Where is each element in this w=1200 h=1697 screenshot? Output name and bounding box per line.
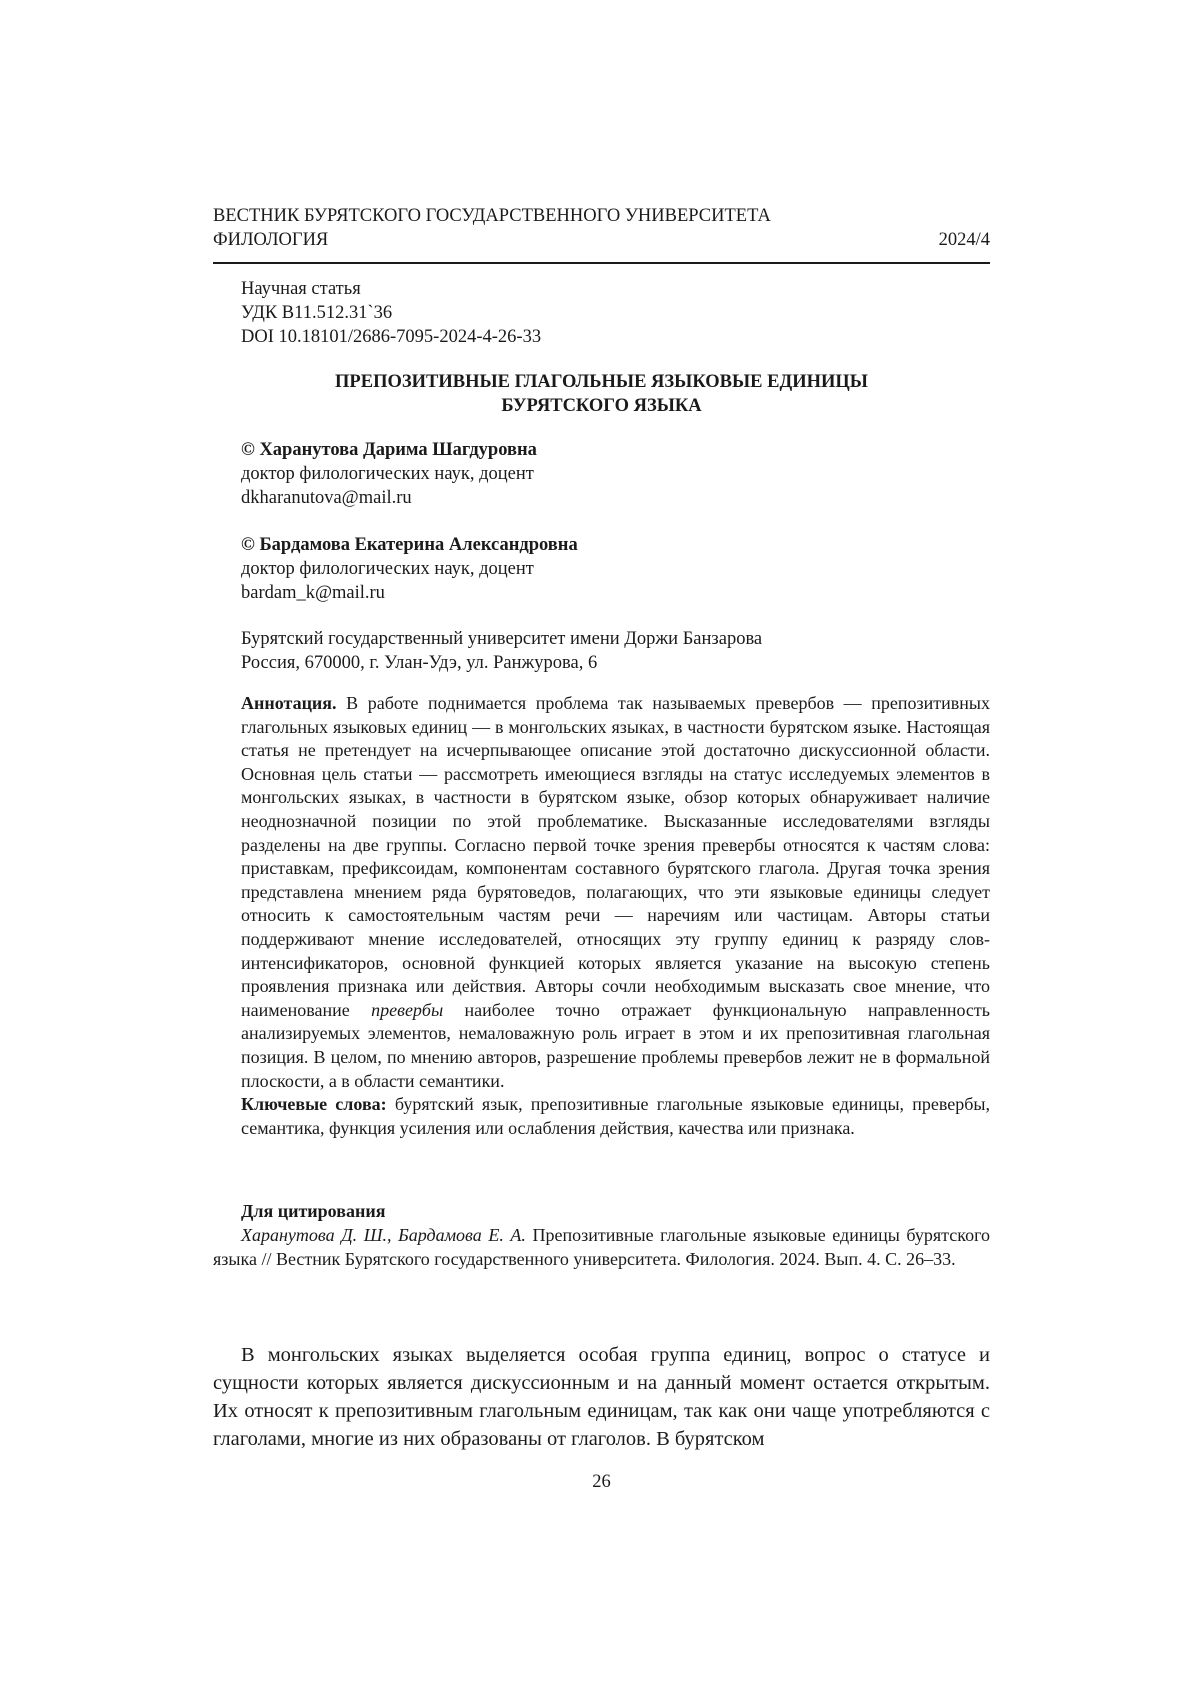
article-type: Научная статья xyxy=(241,279,361,299)
author-name: © Бардамова Екатерина Александровна xyxy=(241,535,578,555)
body-paragraph: В монгольских языках выделяется особая группа единиц, вопрос о статусе и сущности которых является дискуссионным и на данный момент остается открытым. Их относят к препозитивным глагольным единицам, так как они чаще употребляются с глаголами, многие из них образованы от глаголов. В бурятском xyxy=(213,1344,990,1450)
author-email[interactable]: dkharanutova@mail.ru xyxy=(241,488,412,508)
article-title xyxy=(213,370,990,418)
author-name: © Харанутова Дарима Шагдуровна xyxy=(241,440,537,460)
author-degree: доктор филологических наук, доцент xyxy=(241,464,534,484)
article-meta xyxy=(241,277,541,349)
citation-block xyxy=(213,1199,990,1271)
abstract-label: Аннотация. xyxy=(241,693,337,713)
abstract-paragraph xyxy=(241,692,990,1093)
journal-section: ФИЛОЛОГИЯ xyxy=(213,230,329,250)
citation-text xyxy=(213,1223,990,1271)
header-rule xyxy=(213,262,990,264)
citation-heading: Для цитирования xyxy=(241,1201,386,1221)
author-block xyxy=(241,438,537,510)
page-number: 26 xyxy=(592,1472,611,1492)
affiliation-name: Бурятский государственный университет имени Доржи Банзарова xyxy=(241,629,763,649)
doi: DOI 10.18101/2686-7095-2024-4-26-33 xyxy=(241,327,542,347)
journal-title: ВЕСТНИК БУРЯТСКОГО ГОСУДАРСТВЕННОГО УНИВЕРСИТЕТА xyxy=(213,206,771,226)
keywords-paragraph xyxy=(241,1093,990,1140)
udc-code: УДК В11.512.31`36 xyxy=(241,303,393,323)
abstract-italic-term: превербы xyxy=(371,999,444,1020)
title-line-1: ПРЕПОЗИТИВНЫЕ ГЛАГОЛЬНЫЕ ЯЗЫКОВЫЕ ЕДИНИЦЫ xyxy=(335,372,868,392)
abstract-text-2: наиболее точно отражает функциональную направленность анализируемых элементов, немаловажную роль играет в этом и их препозитивная глагольная позиция. В целом, по мнению авторов, разрешение проблемы превербов лежит не в формальной плоскости, а в области семантики. xyxy=(241,999,990,1091)
keywords-label: Ключевые слова: xyxy=(241,1094,387,1115)
affiliation xyxy=(241,627,762,675)
abstract-text-1: В работе поднимается проблема так называемых превербов — препозитивных глагольных языковых единиц — в монгольских языках, в частности бурятском языке. Настоящая статья не претендует на исчерпывающее описание этой достаточно дискуссионной области. Основная цель статьи — рассмотреть имеющиеся взгляды на статус исследуемых элементов в монгольских языках, в частности в бурятском языке, обзор которых обнаруживает наличие неоднозначной позиции по этой проблематике. Высказанные исследователями взгляды разделены на две группы. Согласно первой точке зрения превербы относятся к частям слова: приставкам, префиксоидам, компонентам составного бурятского глагола. Другая точка зрения представлена мнением ряда бурятоведов, полагающих, что эти языковые единицы следует относить к самостоятельным частям речи — наречиям или частицам. Авторы статьи поддерживают мнение исследователей, относящих эту группу единиц к разряду слов-интенсификаторов, основной функцией которых является указание на высокую степень проявления признака или действия. Авторы сочли необходимым высказать свое мнение, что наименование xyxy=(241,693,990,1020)
abstract xyxy=(241,692,990,1140)
citation-authors: Харанутова Д. Ш., Бардамова Е. А. xyxy=(241,1225,526,1245)
title-line-2: БУРЯТСКОГО ЯЗЫКА xyxy=(501,396,702,416)
affiliation-address: Россия, 670000, г. Улан-Удэ, ул. Ранжурова, 6 xyxy=(241,653,598,673)
citation-reference: Препозитивные глагольные языковые единицы бурятского языка // Вестник Бурятского государственного университета. Филология. 2024. Вып. 4. С. 26–33. xyxy=(213,1225,990,1269)
journal-issue: 2024/4 xyxy=(938,230,990,250)
journal-header xyxy=(213,204,990,252)
body-text xyxy=(213,1341,990,1453)
author-email[interactable]: bardam_k@mail.ru xyxy=(241,583,385,603)
author-degree: доктор филологических наук, доцент xyxy=(241,559,534,579)
keywords-text: бурятский язык, препозитивные глагольные языковые единицы, превербы, семантика, функция усиления или ослабления действия, качества или признака. xyxy=(241,1094,990,1138)
author-block xyxy=(241,533,578,605)
